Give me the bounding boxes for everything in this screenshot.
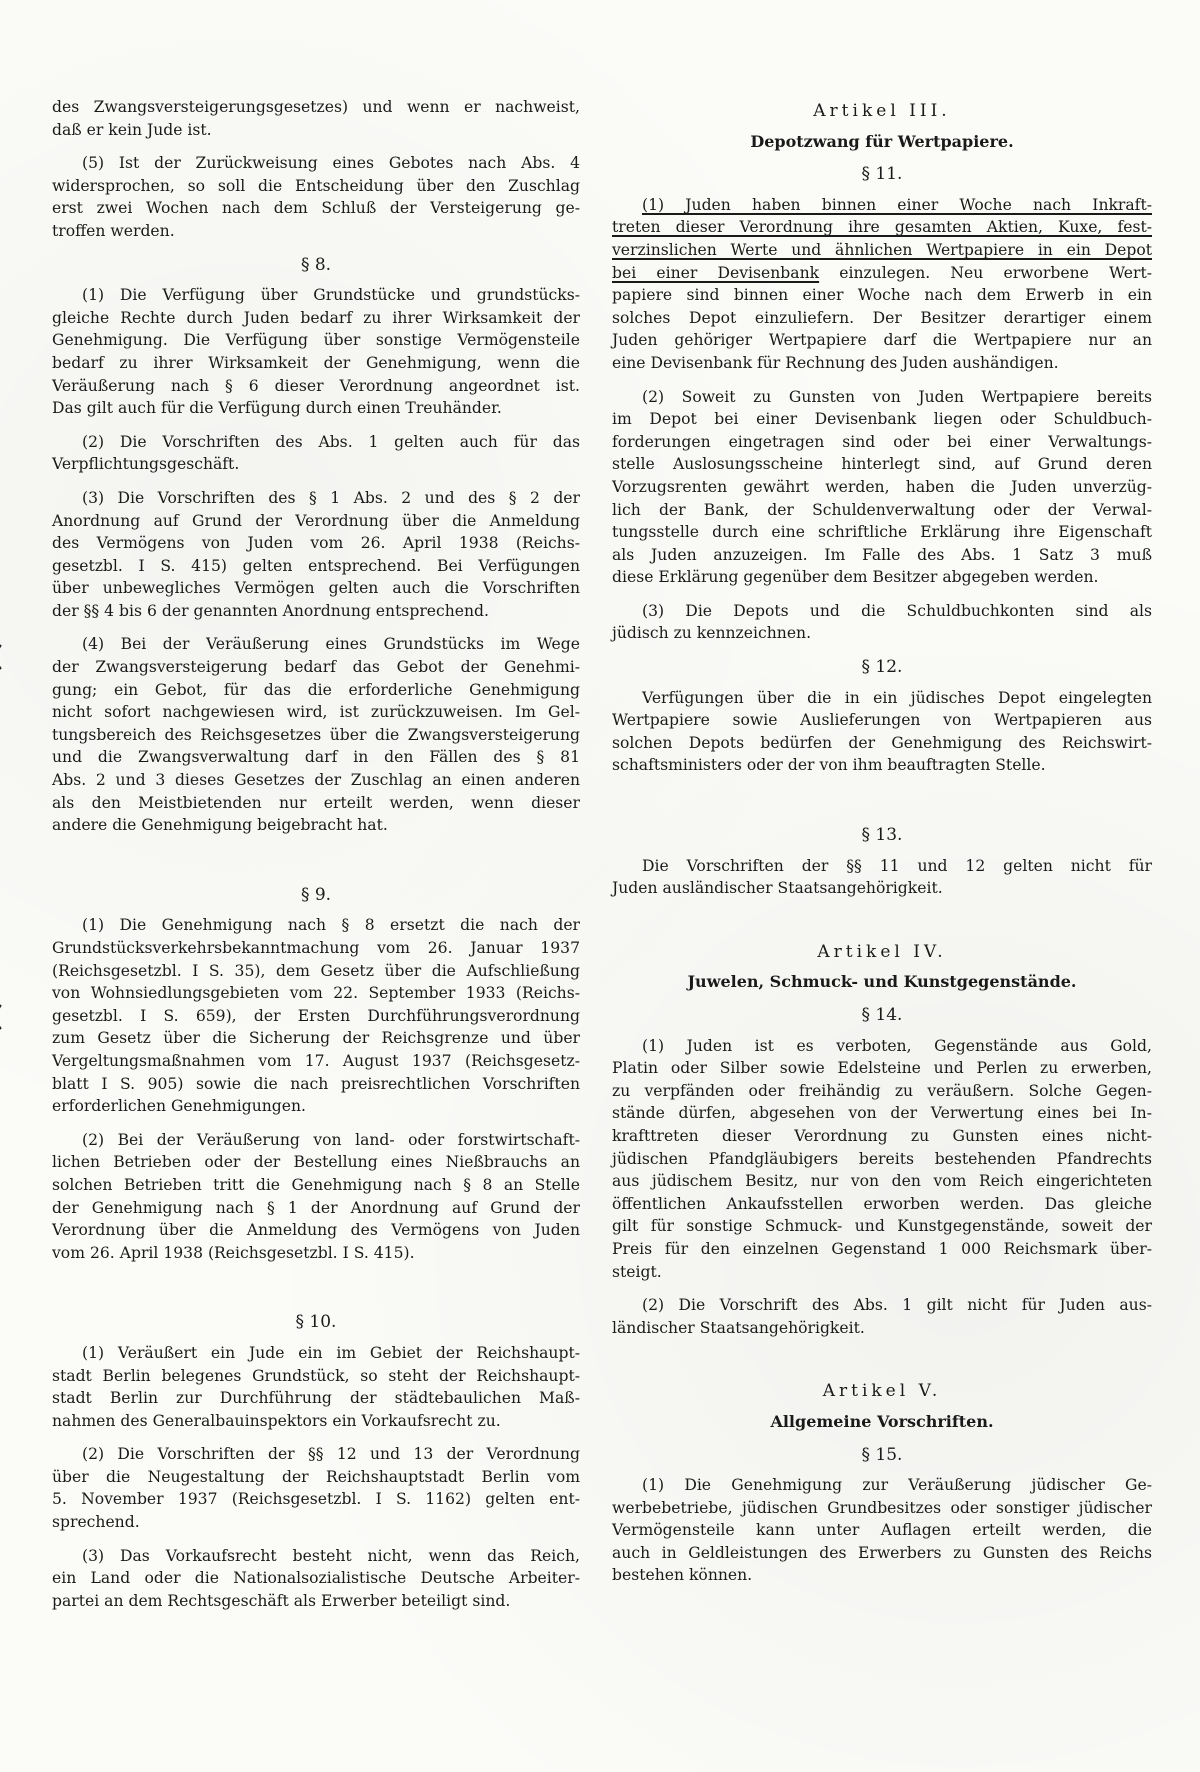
section-15-title: § 15. <box>861 1444 903 1465</box>
section-8-paragraph-4 <box>52 633 580 836</box>
text-line: (2) Die Vorschriften des Abs. 1 gelten auch für das <box>82 432 580 451</box>
section-8-paragraph-3 <box>52 487 580 623</box>
text-line: (2) Die Vorschriften der §§ 12 und 13 der Verordnung <box>82 1445 580 1464</box>
text-line: lich der Bank, der Schuldenverwaltung oder der Verwal- <box>612 500 1152 519</box>
text-line: gung; ein Gebot, für das die erforderliche Genehmigung <box>52 680 580 699</box>
text-line: Verfügungen über die in ein jüdisches Depot eingelegten <box>642 688 1152 707</box>
text-line: widersprochen, so soll die Entscheidung über den Zuschlag <box>52 176 580 195</box>
section-11-title: § 11. <box>861 164 903 185</box>
text-line: Juden gehöriger Wertpapiere darf die Wertpapiere nur an <box>612 331 1152 350</box>
text-line: gesetzbl. I S. 415) gelten entsprechend. Bei Verfügungen <box>52 556 580 575</box>
text-line: diese Erklärung gegenüber dem Besitzer abgegeben werden. <box>612 568 1099 587</box>
section-12-paragraph <box>612 687 1152 777</box>
section-14-paragraph-1 <box>612 1035 1152 1284</box>
section-14-title: § 14. <box>861 1005 903 1025</box>
text-line: des Zwangsversteigerungsgesetzes) und wenn er nachweist, <box>52 98 580 116</box>
text-line: der §§ 4 bis 6 der genannten Anordnung entsprechend. <box>52 601 489 620</box>
section-13-title: § 13. <box>861 825 903 846</box>
text-line: erst zwei Wochen nach dem Schluß der Versteigerung ge- <box>52 199 580 218</box>
text-line: gilt für sonstige Schmuck- und Kunstgegenstände, soweit der <box>612 1217 1152 1236</box>
text-line: der Zwangsversteigerung bedarf das Gebot der Genehmi- <box>52 658 580 677</box>
text-line: vom 26. April 1938 (Reichsgesetzbl. I S. 415). <box>52 1243 415 1262</box>
text-line: zu verpfänden oder freihändig zu veräußern. Solche Gegen- <box>612 1081 1152 1100</box>
text-line: Verpflichtungsgeschäft. <box>52 455 240 474</box>
text-line: (4) Bei der Veräußerung eines Grundstücks im Wege <box>82 635 580 654</box>
text-line: 5. November 1937 (Reichsgesetzbl. I S. 1162) gelten ent- <box>52 1490 580 1509</box>
text-line: (1) Die Genehmigung nach § 8 ersetzt die nach der <box>82 916 580 935</box>
text-line: schaftsministers oder der von ihm beauftragten Stelle. <box>612 756 1046 775</box>
article-3-title: Artikel III. <box>813 101 951 121</box>
text-line: Die Vorschriften der §§ 11 und 12 gelten nicht für <box>642 856 1152 875</box>
text-line: jüdischen Pfandgläubigers bereits bestehenden Pfandrechts <box>612 1149 1152 1168</box>
text-line: nicht sofort nachgewiesen wird, ist zurückzuweisen. Im Gel- <box>52 703 580 722</box>
text-line: solchen Betrieben tritt die Genehmigung nach § 8 an Stelle <box>52 1175 580 1194</box>
right-column <box>612 96 1152 1598</box>
article-4-heading: Juwelen, Schmuck- und Kunstgegenstände. <box>687 972 1077 992</box>
text-line: Das gilt auch für die Verfügung durch einen Treuhänder. <box>52 399 502 418</box>
section-9-paragraph-1 <box>52 914 580 1117</box>
text-line: im Depot bei einer Devisenbank liegen oder Schuldbuch- <box>612 410 1152 429</box>
text-line: lichen Betrieben oder der Bestellung eines Nießbrauchs an <box>52 1153 580 1172</box>
text-line: gleiche Rechte durch Juden bedarf zu ihrer Wirksamkeit der <box>52 308 580 327</box>
text-line: (5) Ist der Zurückweisung eines Gebotes nach Abs. 4 <box>82 154 580 173</box>
text-line: stände dürfen, abgesehen von der Verwertung eines bei In- <box>612 1104 1152 1123</box>
text-line: Anordnung auf Grund der Verordnung über die Anmeldung <box>52 511 580 530</box>
article-3-heading: Depotzwang für Wertpapiere. <box>750 131 1014 151</box>
punch-hole-mark <box>0 1000 22 1034</box>
section-10-paragraph-2 <box>52 1443 580 1533</box>
text-line: aus jüdischem Besitz, nur von den vom Reich eingerichteten <box>612 1172 1152 1191</box>
section-9-title: § 9. <box>300 884 332 905</box>
text-line: stadt Berlin zur Durchführung der städtebaulichen Maß- <box>52 1389 580 1408</box>
text-line: bestehen können. <box>612 1566 753 1585</box>
text-line: erforderlichen Genehmigungen. <box>52 1097 306 1116</box>
text-line: (3) Das Vorkaufsrecht besteht nicht, wenn das Reich, <box>82 1546 580 1565</box>
text-line: von Wohnsiedlungsgebieten vom 22. September 1933 (Reichs- <box>52 984 580 1003</box>
text-line: (1) Juden haben binnen einer Woche nach Inkraft- <box>642 195 1152 214</box>
text-line: Vergeltungsmaßnahmen vom 17. August 1937 (Reichsgesetz- <box>52 1051 580 1070</box>
text-line: des Vermögens von Juden vom 26. April 1938 (Reichs- <box>52 534 580 553</box>
section-9-paragraph-2 <box>52 1129 580 1265</box>
underlined-text: bei einer Devisenbank <box>612 263 820 282</box>
text-line: Preis für den einzelnen Gegenstand 1 000 Reichsmark über- <box>612 1239 1152 1258</box>
text-line <box>612 262 1152 285</box>
text-line: tungsstelle durch eine schriftliche Erklärung ihre Eigenschaft <box>612 523 1152 542</box>
paragraph-7-5 <box>52 152 580 242</box>
text-line: (1) Die Genehmigung zur Veräußerung jüdischer Ge- <box>642 1476 1152 1495</box>
text-line: Platin oder Silber sowie Edelsteine und Perlen zu erwerben, <box>612 1059 1152 1078</box>
punch-hole-mark <box>0 640 22 674</box>
text-line: andere die Genehmigung beigebracht hat. <box>52 816 388 835</box>
text-line: nahmen des Generalbauinspektors ein Vorkaufsrecht zu. <box>52 1411 501 1430</box>
opening-paragraph <box>52 96 580 141</box>
text-line: blatt I S. 905) sowie die nach preisrechtlichen Vorschriften <box>52 1074 580 1093</box>
text-line: eine Devisenbank für Rechnung des Juden aushändigen. <box>612 353 1059 372</box>
text-line: solchen Depots bedürfen der Genehmigung des Reichswirt- <box>612 733 1152 752</box>
text-line: daß er kein Jude ist. <box>52 120 212 139</box>
text-line: zum Gesetz über die Sicherung der Reichsgrenze und über <box>52 1029 580 1048</box>
text-line: papiere sind binnen einer Woche nach dem Erwerb in ein <box>612 286 1152 305</box>
text-line: forderungen eingetragen sind oder bei einer Verwaltungs- <box>612 432 1152 451</box>
text-line: (2) Soweit zu Gunsten von Juden Wertpapiere bereits <box>642 387 1152 406</box>
text-line: ein Land oder die Nationalsozialistische Deutsche Arbeiter- <box>52 1569 580 1588</box>
section-10-title: § 10. <box>295 1312 337 1333</box>
section-14-paragraph-2 <box>612 1294 1152 1339</box>
text-line: (1) Juden ist es verboten, Gegenstände aus Gold, <box>642 1036 1152 1055</box>
section-8-title: § 8. <box>300 254 332 275</box>
article-4-title: Artikel IV. <box>817 941 947 962</box>
section-12-title: § 12. <box>861 657 903 678</box>
text-line: bedarf zu ihrer Wirksamkeit der Genehmigung, wenn die <box>52 353 580 372</box>
text-line: tungsbereich des Reichsgesetzes über die Zwangsversteigerung <box>52 725 580 744</box>
text-line: Vermögensteile kann unter Auflagen erteilt werden, die <box>612 1521 1152 1540</box>
section-15-paragraph-1 <box>612 1474 1152 1587</box>
text-line: Verordnung über die Anmeldung des Vermögens von Juden <box>52 1221 580 1240</box>
text-line: ländischer Staatsangehörigkeit. <box>612 1318 865 1337</box>
text-line: Abs. 2 und 3 dieses Gesetzes der Zuschlag an einen anderen <box>52 771 580 790</box>
text-line: steigt. <box>612 1262 662 1281</box>
text-line: Veräußerung nach § 6 dieser Verordnung angeordnet ist. <box>52 376 580 395</box>
section-11-paragraph-1 <box>612 194 1152 375</box>
text-line: stadt Berlin belegenes Grundstück, so steht der Reichshaupt- <box>52 1366 580 1385</box>
text-line: (3) Die Depots und die Schuldbuchkonten sind als <box>642 601 1152 620</box>
text-line: (2) Die Vorschrift des Abs. 1 gilt nicht für Juden aus- <box>642 1296 1152 1315</box>
text-line: gesetzbl. I S. 659), der Ersten Durchführungsverordnung <box>52 1006 580 1025</box>
text-line: jüdisch zu kennzeichnen. <box>612 624 812 643</box>
section-8-paragraph-2 <box>52 431 580 476</box>
text-line: (Reichsgesetzbl. I S. 35), dem Gesetz über die Aufschließung <box>52 961 580 980</box>
text-line: (1) Die Verfügung über Grundstücke und grundstücks- <box>82 286 580 305</box>
text-line: partei an dem Rechtsgeschäft als Erwerber beteiligt sind. <box>52 1591 511 1610</box>
text-line: über die Neugestaltung der Reichshauptstadt Berlin vom <box>52 1467 580 1486</box>
text-line: Genehmigung. Die Verfügung über sonstige Vermögensteile <box>52 331 580 350</box>
text-line: Wertpapiere sowie Auslieferungen von Wertpapieren aus <box>612 711 1152 730</box>
article-5-heading: Allgemeine Vorschriften. <box>770 1411 994 1431</box>
text-line: solches Depot einzuliefern. Der Besitzer derartiger einem <box>612 308 1152 327</box>
section-11-paragraph-2 <box>612 386 1152 589</box>
section-11-paragraph-3 <box>612 600 1152 645</box>
text-line: Grundstücksverkehrsbekanntmachung vom 26. Januar 1937 <box>52 939 580 957</box>
text-line: treten dieser Verordnung ihre gesamten Aktien, Kuxe, fest- <box>612 218 1152 237</box>
text-line: sprechend. <box>52 1513 140 1532</box>
section-8-paragraph-1 <box>52 284 580 420</box>
text-line: troffen werden. <box>52 221 175 240</box>
text-line: als Juden anzuzeigen. Im Falle des Abs. 1 Satz 3 muß <box>612 545 1152 564</box>
text-line: über unbewegliches Vermögen gelten auch die Vorschriften <box>52 579 580 598</box>
text-line: werbebetriebe, jüdischen Grundbesitzes oder sonstiger jüdischer <box>612 1498 1152 1517</box>
section-10-paragraph-1 <box>52 1342 580 1432</box>
left-column <box>52 96 580 1623</box>
article-5-title: Artikel V. <box>822 1381 942 1402</box>
text-line: auch in Geldleistungen des Erwerbers zu Gunsten des Reichs <box>612 1543 1152 1562</box>
text-line: als den Meistbietenden nur erteilt werden, wenn dieser <box>52 793 580 812</box>
section-13-paragraph <box>612 855 1152 900</box>
text-line: verzinslichen Werte und ähnlichen Wertpapiere in ein Depot <box>612 240 1152 259</box>
text-line: stelle Auslosungsscheine hinterlegt sind, auf Grund deren <box>612 455 1152 474</box>
text-line: Juden ausländischer Staatsangehörigkeit. <box>612 879 943 898</box>
text-line: krafttreten dieser Verordnung zu Gunsten eines nicht- <box>612 1126 1152 1145</box>
text-line: der Genehmigung nach § 1 der Anordnung auf Grund der <box>52 1198 580 1217</box>
text-line: (1) Veräußert ein Jude ein im Gebiet der Reichshaupt- <box>82 1343 580 1362</box>
text-line: öffentlichen Ankaufsstellen erworben werden. Das gleiche <box>612 1194 1152 1213</box>
section-10-paragraph-3 <box>52 1545 580 1613</box>
text-line: Vorzugsrenten gewährt werden, haben die Juden unverzüg- <box>612 477 1152 496</box>
text-fragment: einzulegen. Neu erworbene Wert- <box>819 263 1152 282</box>
text-line: und die Zwangsverwaltung darf in den Fällen des § 81 <box>52 748 580 767</box>
text-line: (2) Bei der Veräußerung von land- oder forstwirtschaft- <box>82 1130 580 1149</box>
text-line: (3) Die Vorschriften des § 1 Abs. 2 und des § 2 der <box>82 488 580 507</box>
